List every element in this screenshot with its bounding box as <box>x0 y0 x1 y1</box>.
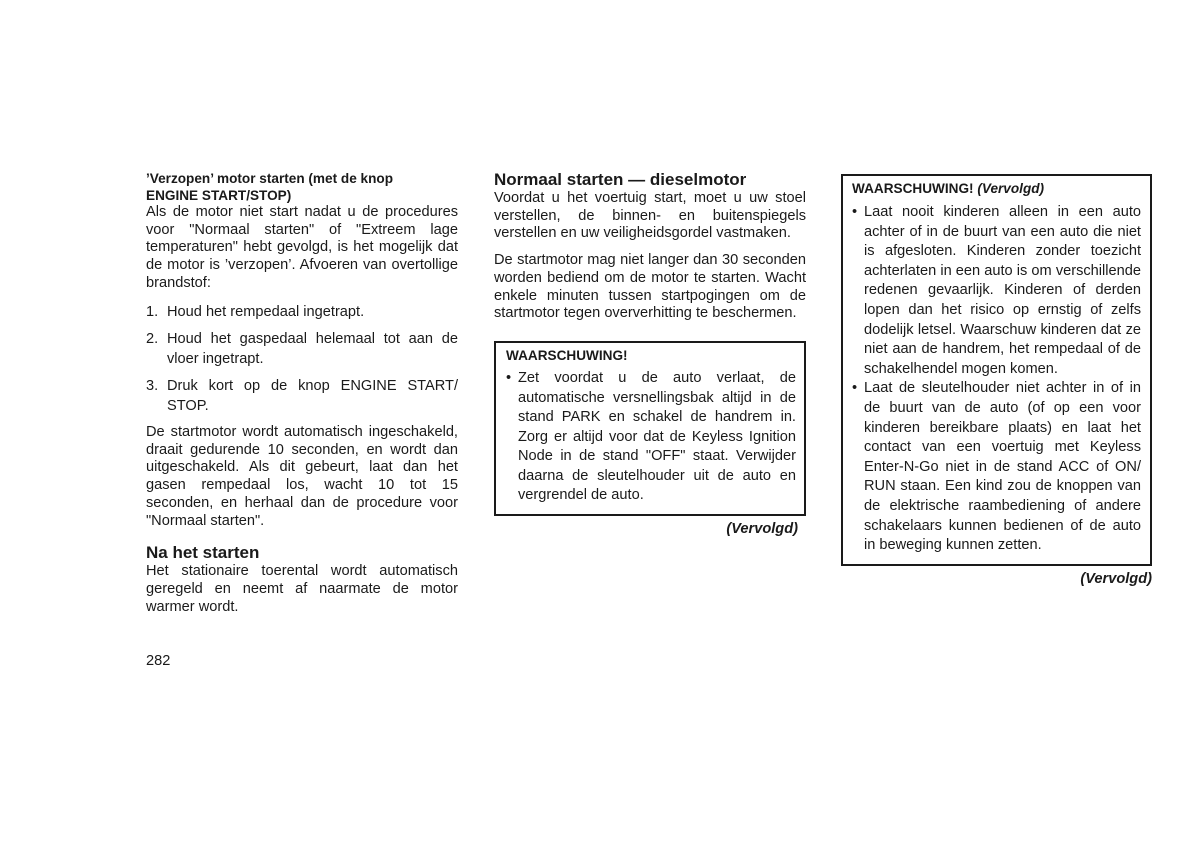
bullet-dot-icon: • <box>506 369 512 386</box>
continued-label: (Vervolgd) <box>1080 570 1152 587</box>
middle-column <box>494 170 806 537</box>
warning-title <box>852 180 1141 198</box>
warning-bullet <box>506 369 796 506</box>
after-starting-heading: Na het starten <box>146 543 260 563</box>
step-number: 2. <box>146 331 159 348</box>
bullet-dot-icon: • <box>852 380 858 397</box>
starter-explanation: De startmotor wordt automatisch ingeschakeld, draait gedurende 10 seconden, en wordt dan uitgeschakeld. Als dit gebeurt, laat dan het gasen rempedaal los, wacht 10 tot 15 seconden, en herhaal dan de procedure voor "Normaal starten". <box>146 424 458 529</box>
right-column <box>841 174 1152 587</box>
after-starting-text: Het stationaire toerental wordt automatisch geregeld en neemt af naarmate de motor warmer wordt. <box>146 563 458 615</box>
warning-bullet <box>852 203 1141 379</box>
warning-bullet-text: Zet voordat u de auto verlaat, de automatische versnellingsbak altijd in de stand PARK en schakel de handrem in. Zorg er altijd voor dat de Keyless Ignition Node in de stand "OFF" staat. Verwijder daarna de sleutelhouder uit de auto en vergrendel de auto. <box>518 369 796 504</box>
warning-title-text: WAARSCHUWING! <box>852 181 974 196</box>
left-column <box>146 170 458 616</box>
warning-title: WAARSCHUWING! <box>506 347 628 363</box>
flooded-engine-intro: Als de motor niet start nadat u de procedures voor "Normaal starten" of "Extreem lage temperaturen" hebt gevolgd, is het mogelijk dat de motor is ’verzopen’. Afvoeren van overtollige brandstof: <box>146 204 458 291</box>
diesel-start-heading: Normaal starten — dieselmotor <box>494 170 747 189</box>
warning-bullet <box>852 379 1141 555</box>
diesel-start-para-2: De startmotor mag niet langer dan 30 seconden worden bediend om de motor te starten. Wacht enkele minuten tussen startpogingen om de startmotor tegen oververhitting te beschermen. <box>494 252 806 322</box>
warning-box <box>494 341 806 516</box>
diesel-start-para-1: Voordat u het voertuig start, moet u uw stoel verstellen, de binnen- en buitenspiegels verstellen en uw veiligheidsgordel vastmaken. <box>494 190 806 242</box>
warning-box-continued <box>841 174 1152 566</box>
warning-bullet-text: Laat nooit kinderen alleen in een auto achter of in de buurt van een auto die niet is afgesloten. Kinderen zonder toezicht achterlaten in een auto is om verschillende redenen gevaarlijk. Kinderen of derden lopen dan het risico op ernstig of zelfs dodelijk letsel. Waarschuw kinderen dat ze niet aan de handrem, het rempedaal of de schakelhendel mogen komen. <box>864 204 1141 377</box>
continued-label: (Vervolgd) <box>726 521 798 538</box>
step-item <box>146 330 458 369</box>
step-text: Houd het gaspedaal helemaal tot aan de vloer ingetrapt. <box>167 331 458 367</box>
step-number: 1. <box>146 303 159 320</box>
subheading-line-2: ENGINE START/STOP) <box>146 188 292 203</box>
step-item <box>146 303 458 323</box>
step-item <box>146 377 458 416</box>
page-number: 282 <box>146 653 171 669</box>
warning-bullet-text: Laat de sleutelhouder niet achter in of in de buurt van de auto (of op een voor kinderen bereikbare plaats) en laat het contact van een voertuig met Keyless Enter-N-Go niet in de stand ACC of ON/ RUN staan. Een kind zou de knoppen van de elektrische raambediening of andere schakelaars kunnen bedienen of de auto in beweging kunnen zetten. <box>864 380 1141 554</box>
bullet-dot-icon: • <box>852 204 858 220</box>
step-text: Druk kort op de knop ENGINE START/ STOP. <box>167 378 458 414</box>
flooded-engine-subheading <box>146 170 458 204</box>
step-number: 3. <box>146 378 159 395</box>
warning-title-continued: (Vervolgd) <box>977 181 1045 196</box>
subheading-line-1: ’Verzopen’ motor starten (met de knop <box>146 171 393 186</box>
step-text: Houd het rempedaal ingetrapt. <box>167 303 365 320</box>
flooded-engine-steps <box>146 303 458 417</box>
